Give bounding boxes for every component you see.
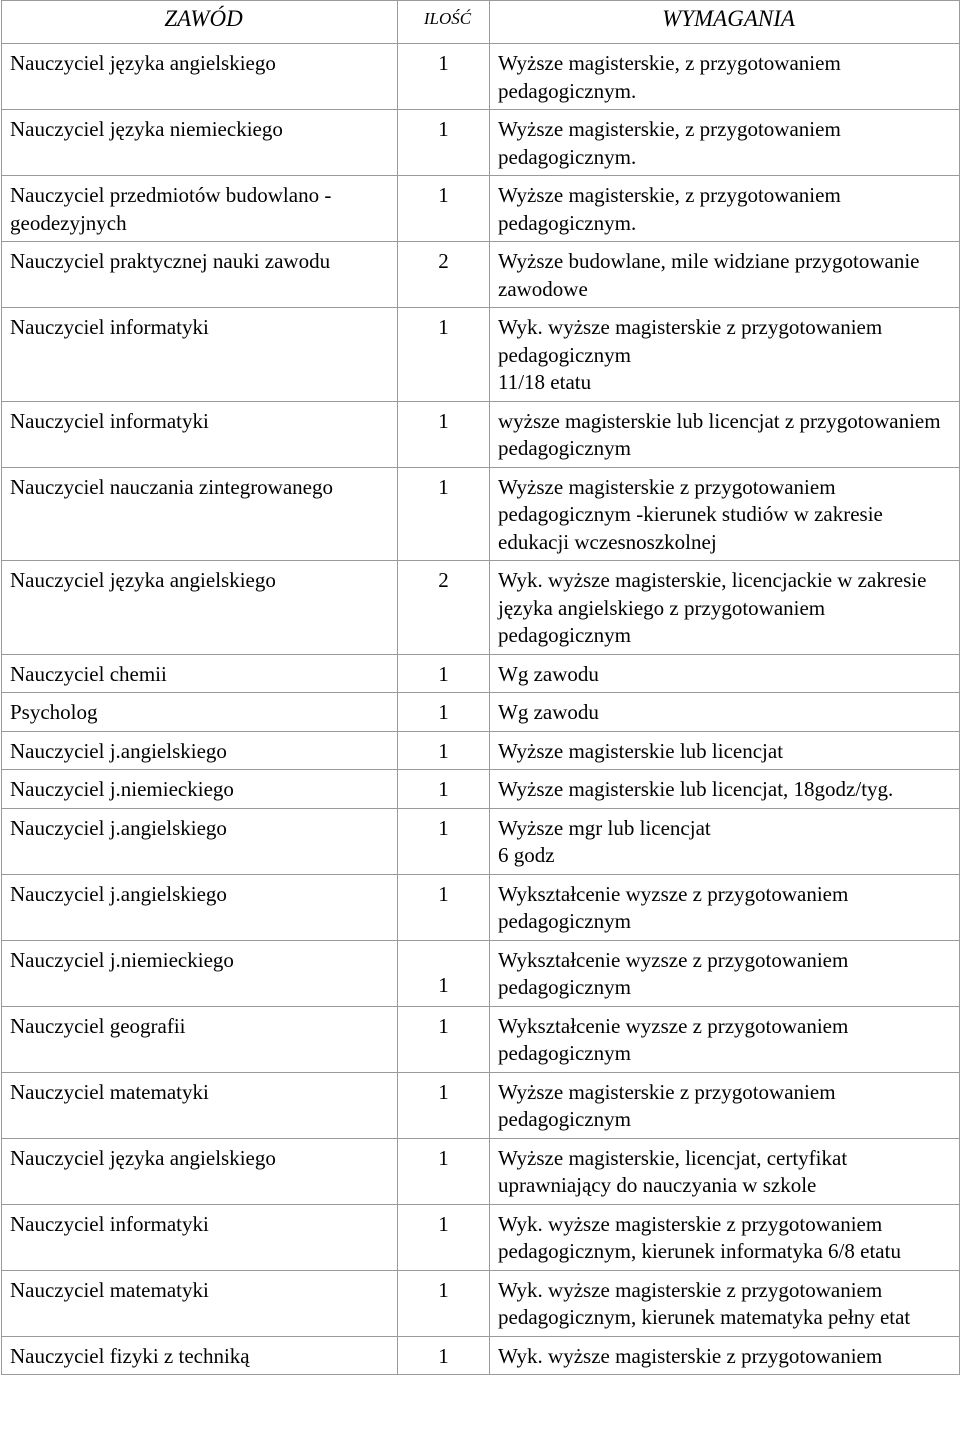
- header-occupation: ZAWÓD: [2, 1, 398, 44]
- requirements-cell: [490, 176, 960, 242]
- table-row: [2, 874, 960, 940]
- requirements-cell: [490, 561, 960, 655]
- occupation-cell: Nauczyciel chemii: [2, 654, 398, 693]
- occupation-cell: Nauczyciel matematyki: [2, 1072, 398, 1138]
- requirements-text: Wyk. wyższe magisterskie z przygotowaniem pedagogicznym, kierunek informatyka 6/8 etatu: [498, 1211, 901, 1263]
- requirements-text: Wykształcenie wyzsze z przygotowaniem pedagogicznym: [498, 881, 849, 933]
- table-row: [2, 308, 960, 402]
- requirements-text: wyższe magisterskie lub licencjat z przygotowaniem pedagogicznym: [498, 408, 941, 460]
- count-cell: 1: [398, 1072, 490, 1138]
- requirements-text: Wyższe magisterskie lub licencjat: [498, 738, 784, 763]
- count-cell: 1: [398, 44, 490, 110]
- occupation-cell: Nauczyciel języka angielskiego: [2, 561, 398, 655]
- requirements-text: Wyższe mgr lub licencjat: [498, 815, 711, 840]
- requirements-cell: [490, 1270, 960, 1336]
- count-cell: 1: [398, 467, 490, 561]
- occupation-cell: Nauczyciel j.angielskiego: [2, 731, 398, 770]
- table-row: [2, 1270, 960, 1336]
- occupation-cell: Nauczyciel praktycznej nauki zawodu: [2, 242, 398, 308]
- requirements-cell: [490, 308, 960, 402]
- requirements-cell: [490, 1336, 960, 1375]
- occupation-cell: Nauczyciel języka angielskiego: [2, 44, 398, 110]
- table-row: [2, 242, 960, 308]
- count-cell: 1: [398, 176, 490, 242]
- requirements-cell: [490, 1138, 960, 1204]
- count-cell: 1: [398, 654, 490, 693]
- occupation-cell: Nauczyciel informatyki: [2, 401, 398, 467]
- count-cell: 1: [398, 1138, 490, 1204]
- requirements-cell: [490, 110, 960, 176]
- occupation-cell: Nauczyciel języka angielskiego: [2, 1138, 398, 1204]
- requirements-extra-text: 6 godz: [498, 843, 555, 867]
- count-cell: 2: [398, 561, 490, 655]
- requirements-cell: [490, 467, 960, 561]
- count-cell: 1: [398, 693, 490, 732]
- requirements-cell: [490, 242, 960, 308]
- occupation-cell: Nauczyciel nauczania zintegrowanego: [2, 467, 398, 561]
- requirements-text: Wg zawodu: [498, 661, 599, 686]
- requirements-cell: [490, 808, 960, 874]
- occupation-cell: Nauczyciel j.niemieckiego: [2, 770, 398, 809]
- count-cell: 1: [398, 1006, 490, 1072]
- requirements-cell: [490, 693, 960, 732]
- occupation-cell: Psycholog: [2, 693, 398, 732]
- count-cell: 1: [398, 770, 490, 809]
- requirements-text: Wyższe magisterskie, z przygotowaniem pedagogicznym.: [498, 183, 841, 235]
- table-row: [2, 1204, 960, 1270]
- requirements-text: Wg zawodu: [498, 700, 599, 724]
- count-cell: 1: [398, 401, 490, 467]
- table-row: [2, 467, 960, 561]
- table-row: [2, 731, 960, 770]
- count-cell: 2: [398, 242, 490, 308]
- requirements-cell: [490, 1072, 960, 1138]
- occupation-cell: Nauczyciel przedmiotów budowlano -geodezyjnych: [2, 176, 398, 242]
- table-row: [2, 110, 960, 176]
- requirements-text: Wyk. wyższe magisterskie z przygotowaniem: [498, 1343, 883, 1368]
- requirements-text: Wyższe budowlane, mile widziane przygotowanie zawodowe: [498, 249, 920, 301]
- requirements-text: Wyższe magisterskie z przygotowaniem pedagogicznym: [498, 1079, 836, 1131]
- requirements-cell: [490, 770, 960, 809]
- table-body: [2, 44, 960, 1375]
- count-cell: 1: [398, 308, 490, 402]
- occupation-cell: Nauczyciel j.angielskiego: [2, 874, 398, 940]
- table-row: [2, 770, 960, 809]
- count-cell: 1: [398, 110, 490, 176]
- count-cell: 1: [398, 874, 490, 940]
- table-row: [2, 940, 960, 1006]
- count-cell: 1: [398, 808, 490, 874]
- requirements-cell: [490, 1006, 960, 1072]
- table-row: [2, 1336, 960, 1375]
- table-row: [2, 176, 960, 242]
- table-row: [2, 44, 960, 110]
- occupation-cell: Nauczyciel fizyki z techniką: [2, 1336, 398, 1375]
- count-cell: 1: [398, 731, 490, 770]
- table-header-row: [2, 1, 960, 44]
- table-row: [2, 1072, 960, 1138]
- requirements-text: Wykształcenie wyzsze z przygotowaniem pedagogicznym: [498, 1013, 849, 1065]
- requirements-cell: [490, 1204, 960, 1270]
- requirements-cell: [490, 44, 960, 110]
- requirements-cell: [490, 401, 960, 467]
- table-row: [2, 401, 960, 467]
- occupation-cell: Nauczyciel języka niemieckiego: [2, 110, 398, 176]
- header-count: ILOŚĆ: [398, 1, 490, 44]
- table-row: [2, 808, 960, 874]
- requirements-text: Wyższe magisterskie z przygotowaniem pedagogicznym -kierunek studiów w zakresie edukacji wczesnoszkolnej: [498, 474, 883, 554]
- requirements-text: Wyk. wyższe magisterskie z przygotowaniem pedagogicznym: [498, 315, 883, 367]
- header-requirements: WYMAGANIA: [490, 1, 960, 44]
- requirements-text: Wykształcenie wyzsze z przygotowaniem pedagogicznym: [498, 947, 849, 999]
- table-row: [2, 1006, 960, 1072]
- occupation-cell: Nauczyciel j.angielskiego: [2, 808, 398, 874]
- table-row: [2, 561, 960, 655]
- requirements-text: Wyk. wyższe magisterskie z przygotowaniem pedagogicznym, kierunek matematyka pełny etat: [498, 1277, 911, 1329]
- requirements-cell: [490, 654, 960, 693]
- table-row: [2, 693, 960, 732]
- occupation-cell: Nauczyciel informatyki: [2, 308, 398, 402]
- count-cell: 1: [398, 940, 490, 1006]
- job-listing-table: [1, 0, 960, 1375]
- requirements-text: Wyższe magisterskie, z przygotowaniem pedagogicznym.: [498, 117, 841, 169]
- occupation-cell: Nauczyciel matematyki: [2, 1270, 398, 1336]
- table-row: [2, 654, 960, 693]
- requirements-text: Wyższe magisterskie, z przygotowaniem pedagogicznym.: [498, 51, 841, 103]
- requirements-cell: [490, 874, 960, 940]
- requirements-text: Wyższe magisterskie lub licencjat, 18godz/tyg.: [498, 777, 894, 801]
- count-cell: 1: [398, 1204, 490, 1270]
- requirements-cell: [490, 731, 960, 770]
- occupation-cell: Nauczyciel j.niemieckiego: [2, 940, 398, 1006]
- requirements-extra-text: 11/18 etatu: [498, 370, 592, 394]
- occupation-cell: Nauczyciel informatyki: [2, 1204, 398, 1270]
- requirements-cell: [490, 940, 960, 1006]
- occupation-cell: Nauczyciel geografii: [2, 1006, 398, 1072]
- requirements-text: Wyższe magisterskie, licencjat, certyfikat uprawniający do nauczyania w szkole: [498, 1145, 848, 1197]
- requirements-text: Wyk. wyższe magisterskie, licencjackie w zakresie języka angielskiego z przygotowaniem pedagogicznym: [498, 568, 927, 647]
- table-row: [2, 1138, 960, 1204]
- count-cell: 1: [398, 1270, 490, 1336]
- count-cell: 1: [398, 1336, 490, 1375]
